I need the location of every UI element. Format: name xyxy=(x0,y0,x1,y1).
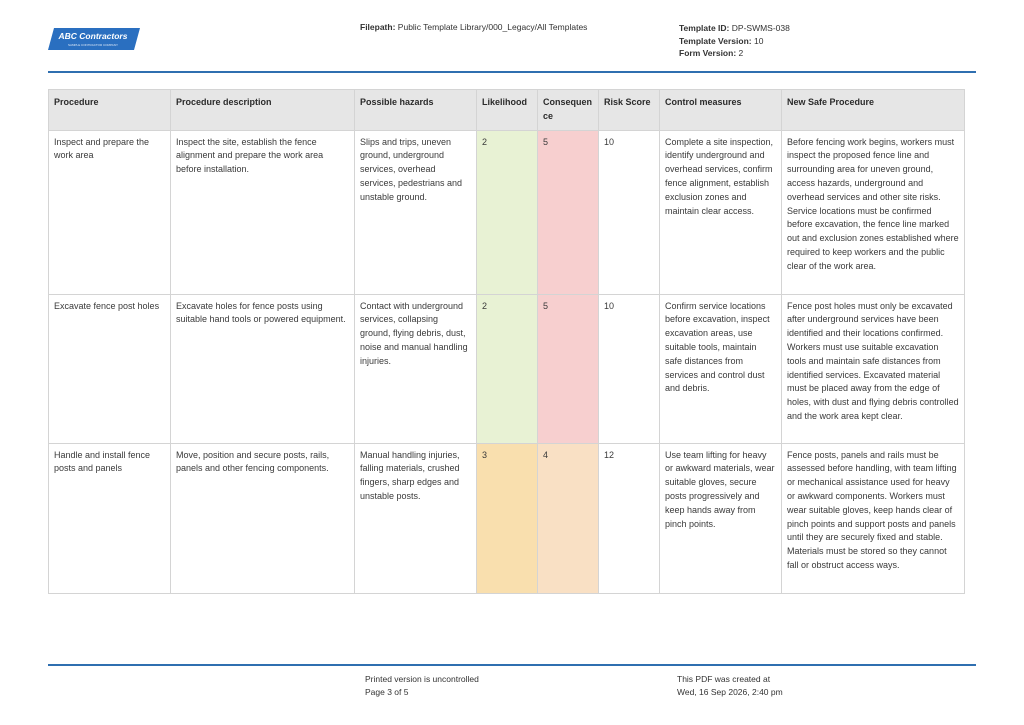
description-cell: Excavate holes for fence posts using suitable hand tools or powered equipment. xyxy=(171,294,355,443)
consequence-cell: 5 xyxy=(538,130,599,294)
controls-cell: Confirm service locations before excavation, inspect excavation areas, use suitable tools, maintain safe distances from services and control dust and debris. xyxy=(660,294,782,443)
hazards-cell: Slips and trips, uneven ground, underground services, overhead services, pedestrians and unstable ground. xyxy=(355,130,477,294)
created-label: This PDF was created at xyxy=(677,674,771,684)
procedure-cell: Handle and install fence posts and panels xyxy=(49,443,171,593)
swms-table xyxy=(48,89,965,594)
col-header-consequence: Consequence xyxy=(538,90,599,131)
template-id-label: Template ID: xyxy=(679,23,730,33)
description-cell: Move, position and secure posts, rails, panels and other fencing components. xyxy=(171,443,355,593)
company-logo xyxy=(48,26,140,52)
likelihood-cell: 2 xyxy=(477,130,538,294)
hazards-cell: Manual handling injuries, falling materials, crushed fingers, sharp edges and unstable posts. xyxy=(355,443,477,593)
col-header-procedure: Procedure xyxy=(49,90,171,131)
footer-divider xyxy=(48,664,976,666)
risk-score-cell: 12 xyxy=(599,443,660,593)
col-header-hazards: Possible hazards xyxy=(355,90,477,131)
col-header-likelihood: Likelihood xyxy=(477,90,538,131)
table-header-row xyxy=(49,90,965,131)
controls-cell: Use team lifting for heavy or awkward materials, wear suitable gloves, secure posts progressively and keep hands away from pinch points. xyxy=(660,443,782,593)
col-header-controls: Control measures xyxy=(660,90,782,131)
template-version-value: 10 xyxy=(753,35,764,46)
new-procedure-cell: Before fencing work begins, workers must inspect the proposed fence line and surrounding area for uneven ground, access hazards, underground and overhead services and other site risks. Service locations must be confirmed before excavation, the fence line marked out and exclusion zones established where required to keep workers and the public clear of the work area. xyxy=(782,130,965,294)
template-version xyxy=(679,35,790,48)
form-version-label: Form Version: xyxy=(679,48,737,58)
filepath-value: Public Template Library/000_Legacy/All Templates xyxy=(397,22,588,32)
table-row xyxy=(49,294,965,443)
template-id-value: DP-SWMS-038 xyxy=(731,23,790,33)
consequence-cell: 5 xyxy=(538,294,599,443)
risk-score-cell: 10 xyxy=(599,130,660,294)
procedure-cell: Inspect and prepare the work area xyxy=(49,130,171,294)
table-row xyxy=(49,130,965,294)
template-version-label: Template Version: xyxy=(679,35,752,46)
filepath xyxy=(360,22,587,32)
hazards-cell: Contact with underground services, collapsing ground, flying debris, dust, noise and manual handling injuries. xyxy=(355,294,477,443)
template-id xyxy=(679,22,790,35)
printed-notice: Printed version is uncontrolled xyxy=(365,674,479,684)
risk-score-cell: 10 xyxy=(599,294,660,443)
controls-cell: Complete a site inspection, identify underground and overhead services, confirm fence alignment, establish exclusion zones and maintain clear access. xyxy=(660,130,782,294)
form-version xyxy=(679,47,790,60)
page-number: Page 3 of 5 xyxy=(365,687,409,697)
filepath-label: Filepath: xyxy=(360,22,396,32)
footer-created-info xyxy=(677,673,783,699)
procedure-cell: Excavate fence post holes xyxy=(49,294,171,443)
form-version-value: 2 xyxy=(738,48,744,58)
col-header-risk-score: Risk Score xyxy=(599,90,660,131)
col-header-new-procedure: New Safe Procedure xyxy=(782,90,965,131)
created-timestamp: Wed, 16 Sep 2026, 2:40 pm xyxy=(677,687,783,697)
header-divider xyxy=(48,71,976,73)
new-procedure-cell: Fence posts, panels and rails must be assessed before handling, with team lifting or mechanical assistance used for heavy or awkward components. Workers must wear suitable gloves, keep hands clear of pinch points and support posts and panels until they are securely fixed and stable. Materials must be stored so they cannot fall or obstruct access ways. xyxy=(782,443,965,593)
footer-print-info xyxy=(365,673,479,699)
col-header-description: Procedure description xyxy=(171,90,355,131)
likelihood-cell: 2 xyxy=(477,294,538,443)
new-procedure-cell: Fence post holes must only be excavated after underground services have been identified and their locations confirmed. Workers must use suitable excavation tools and maintain safe distances from identified services. Excavated material must be placed away from the edge of holes, with dust and flying debris controlled and the work area kept clear. xyxy=(782,294,965,443)
table-row xyxy=(49,443,965,593)
logo-name: ABC Contractors xyxy=(58,31,128,41)
description-cell: Inspect the site, establish the fence alignment and prepare the work area before installation. xyxy=(171,130,355,294)
likelihood-cell: 3 xyxy=(477,443,538,593)
logo-tagline: SAMPLE CONTRACTOR COMPANY xyxy=(68,43,118,47)
template-meta xyxy=(679,22,790,60)
consequence-cell: 4 xyxy=(538,443,599,593)
